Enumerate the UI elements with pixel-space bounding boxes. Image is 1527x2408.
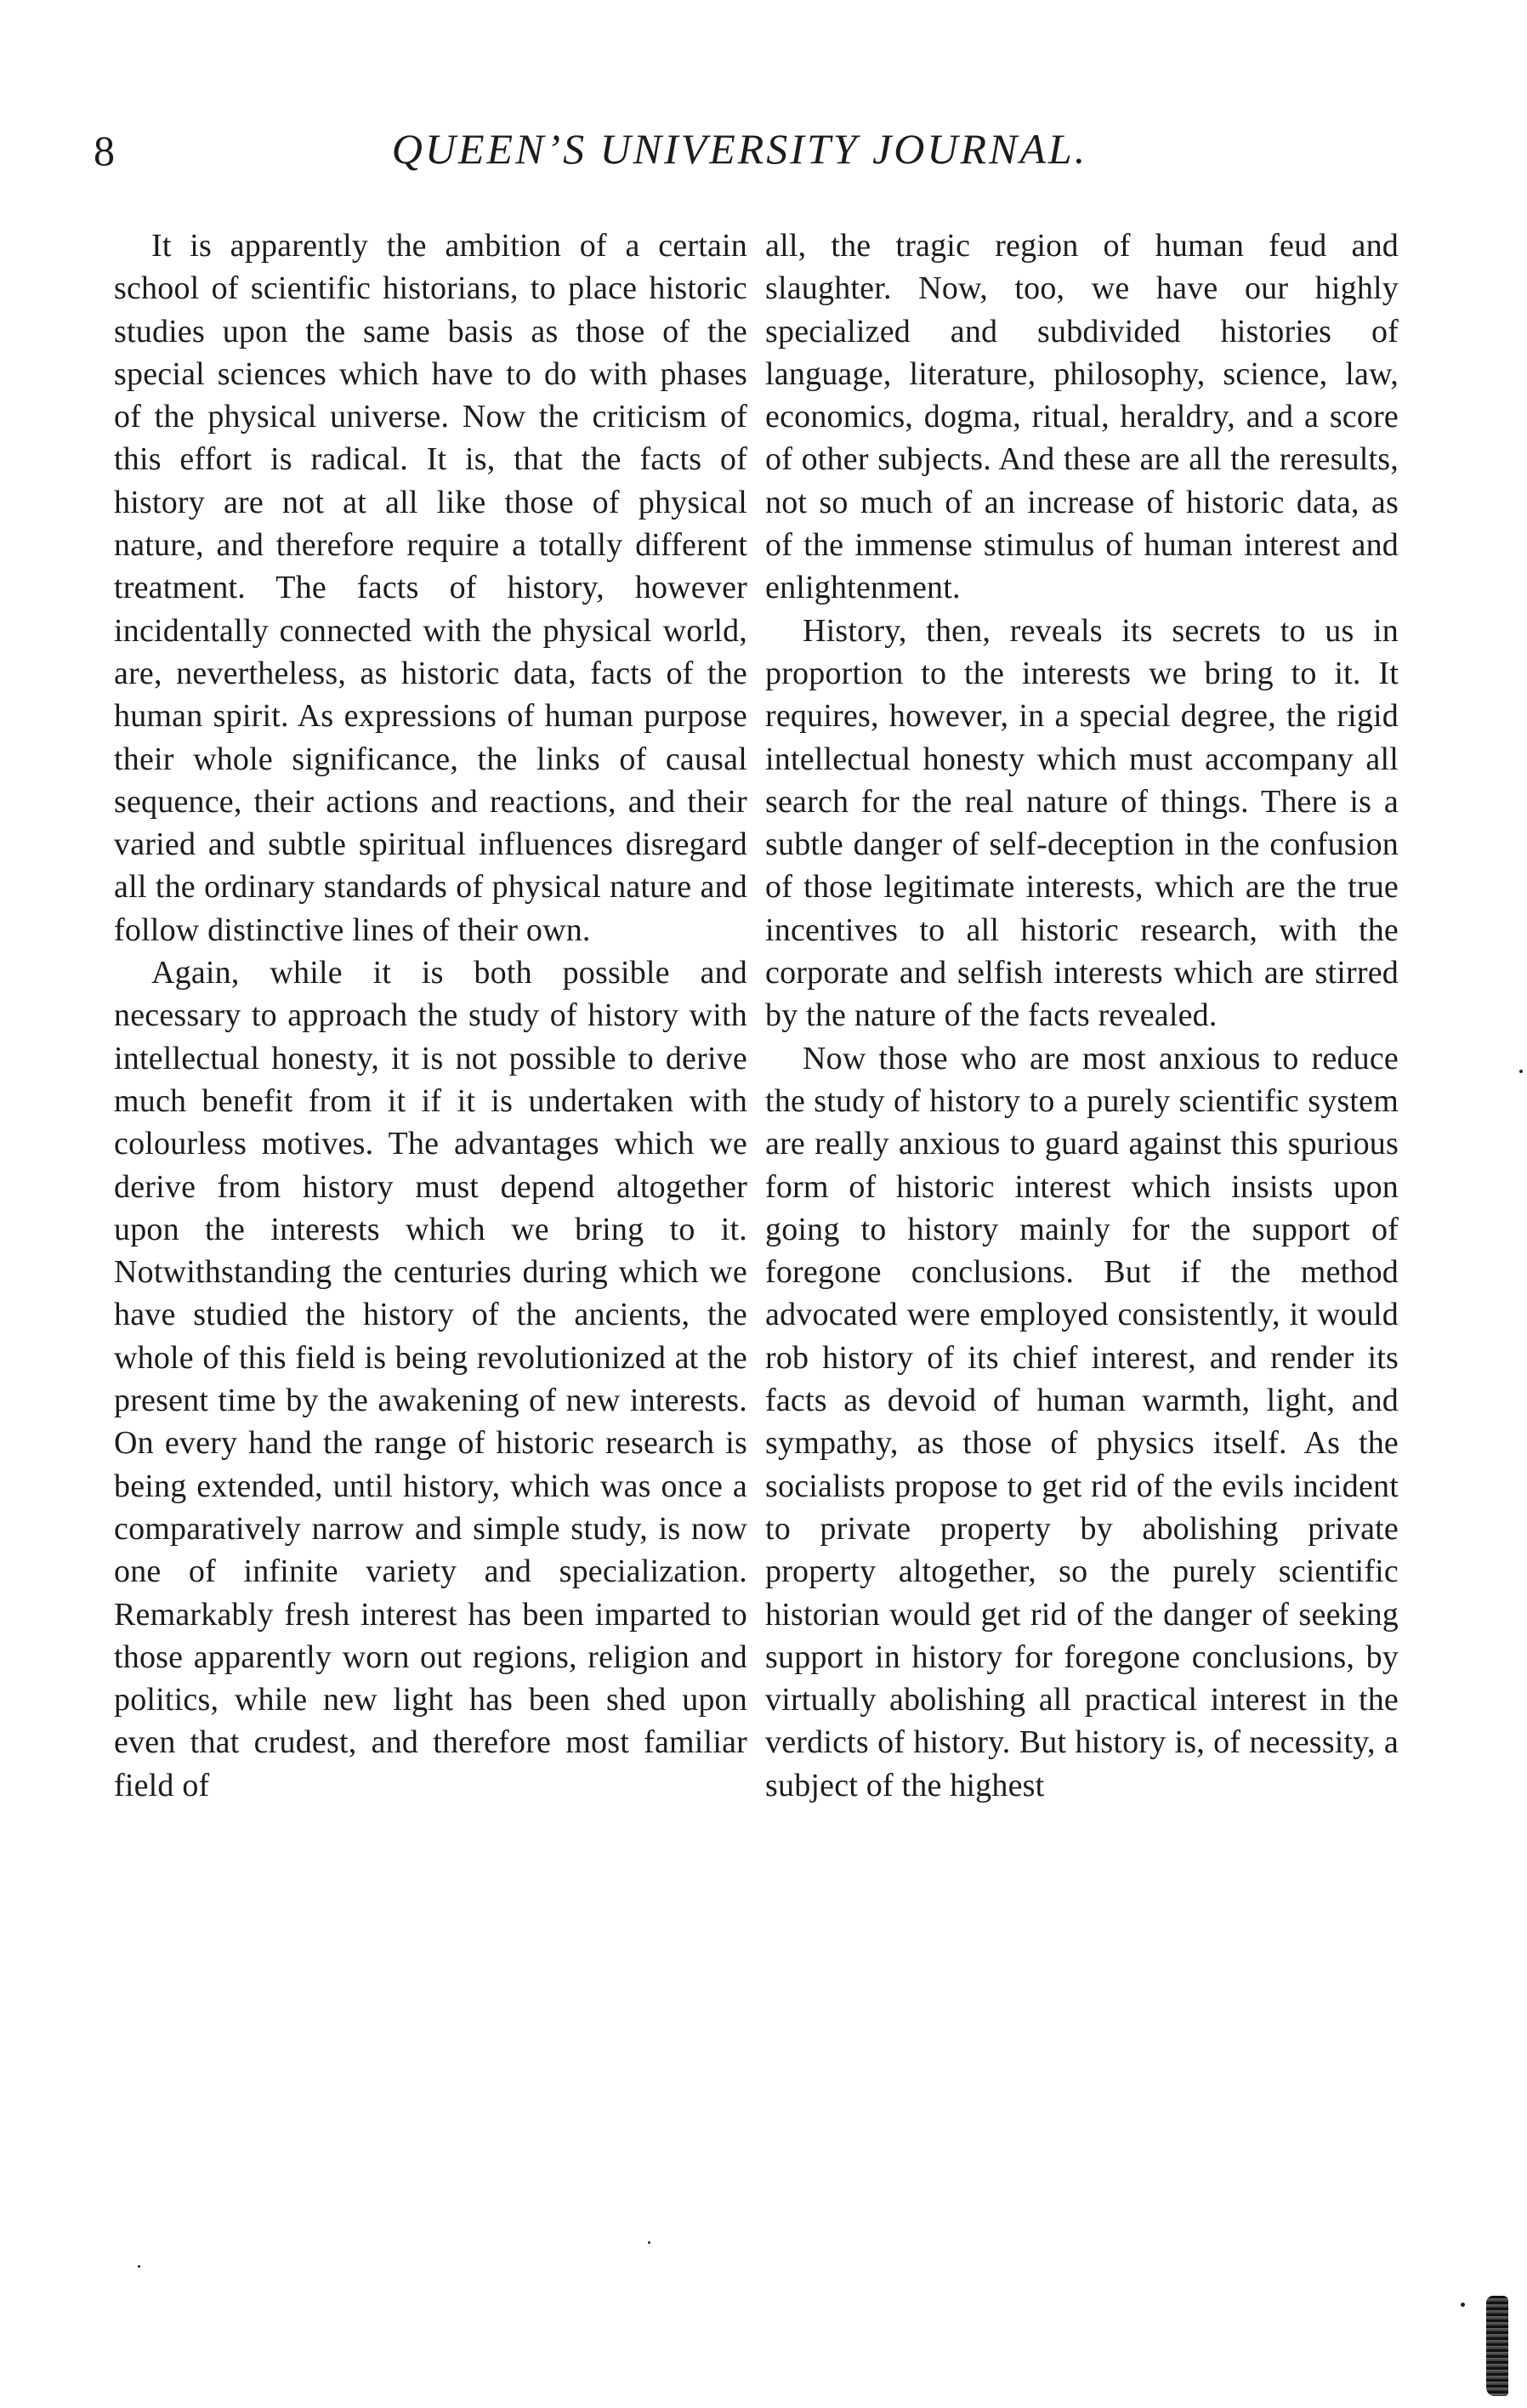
print-speck [138, 2265, 140, 2268]
paragraph: It is apparently the ambition of a certain school of scientific historians, to place historic studies upon the same basis as those of the special sciences which have to do with phases of the physical universe. Now the criticism of this effort is radical. It is, that the facts of history are not at all like those of physical nature, and therefore require a totally different treatment. The facts of history, however incidentally connected with the physical world, are, nevertheless, as historic data, facts of the human spirit. As expressions of human purpose their whole significance, the links of causal sequence, their actions and reactions, and their varied and subtle spiritual influences disregard all the ordinary standards of physical nature and follow distinctive lines of their own. [114, 228, 747, 948]
print-speck [1519, 1070, 1523, 1073]
left-column [114, 224, 747, 1807]
paragraph: History, then, reveals its secrets to us in proportion to the interests we bring to it. It requires, however, in a special degree, the rigid intellectual honesty which must accompany all search for the real nature of things. There is a subtle danger of self-deception in the confusion of those legitimate interests, which are the true incentives to all historic research, with the corporate and selfish interests which are stirred by the nature of the facts revealed. [765, 612, 1399, 1034]
page-number: 8 [94, 127, 115, 174]
paragraph-continued: all, the tragic region of human feud and slaughter. Now, too, we have our highly specialized and subdivided histories of language, literature, philosophy, science, law, economics, dogma, ritual, heraldry, and a score of other subjects. And these are all the reresults, not so much of an increase of historic data, as of the immense stimulus of human interest and enlightenment. [765, 228, 1399, 606]
print-speck [1461, 2303, 1465, 2307]
page-edge-smudge [1486, 2296, 1508, 2396]
right-column [765, 224, 1399, 1807]
paragraph: Now those who are most anxious to reduce the study of history to a purely scientific system are really anxious to guard against this spurious form of historic interest which insists upon going to history mainly for the support of foregone conclusions. But if the method advocated were employed consistently, it would rob history of its chief interest, and render its facts as devoid of human warmth, light, and sympathy, as those of physics itself. As the socialists propose to get rid of the evils incident to private property by abolishing private property altogether, so the purely scientific historian would get rid of the danger of seeking support in history for foregone conclusions, by virtually abolishing all practical interest in the verdicts of history. But history is, of necessity, a subject of the highest [765, 1040, 1399, 1803]
paragraph: Again, while it is both possible and necessary to approach the study of history with intellectual honesty, it is not possible to derive much benefit from it if it is undertaken with colourless motives. The advantages which we derive from history must depend altogether upon the interests which we bring to it. Notwithstanding the centuries during which we have studied the history of the ancients, the whole of this field is being revolutionized at the present time by the awakening of new interests. On every hand the range of historic research is being extended, until history, which was once a comparatively narrow and simple study, is now one of infinite variety and specialization. Remarkably fresh interest has been imparted to those apparently worn out regions, religion and politics, while new light has been shed upon even that crudest, and therefore most familiar field of [114, 955, 747, 1803]
print-speck [648, 2241, 650, 2244]
running-title: QUEEN’S UNIVERSITY JOURNAL. [391, 125, 1088, 173]
